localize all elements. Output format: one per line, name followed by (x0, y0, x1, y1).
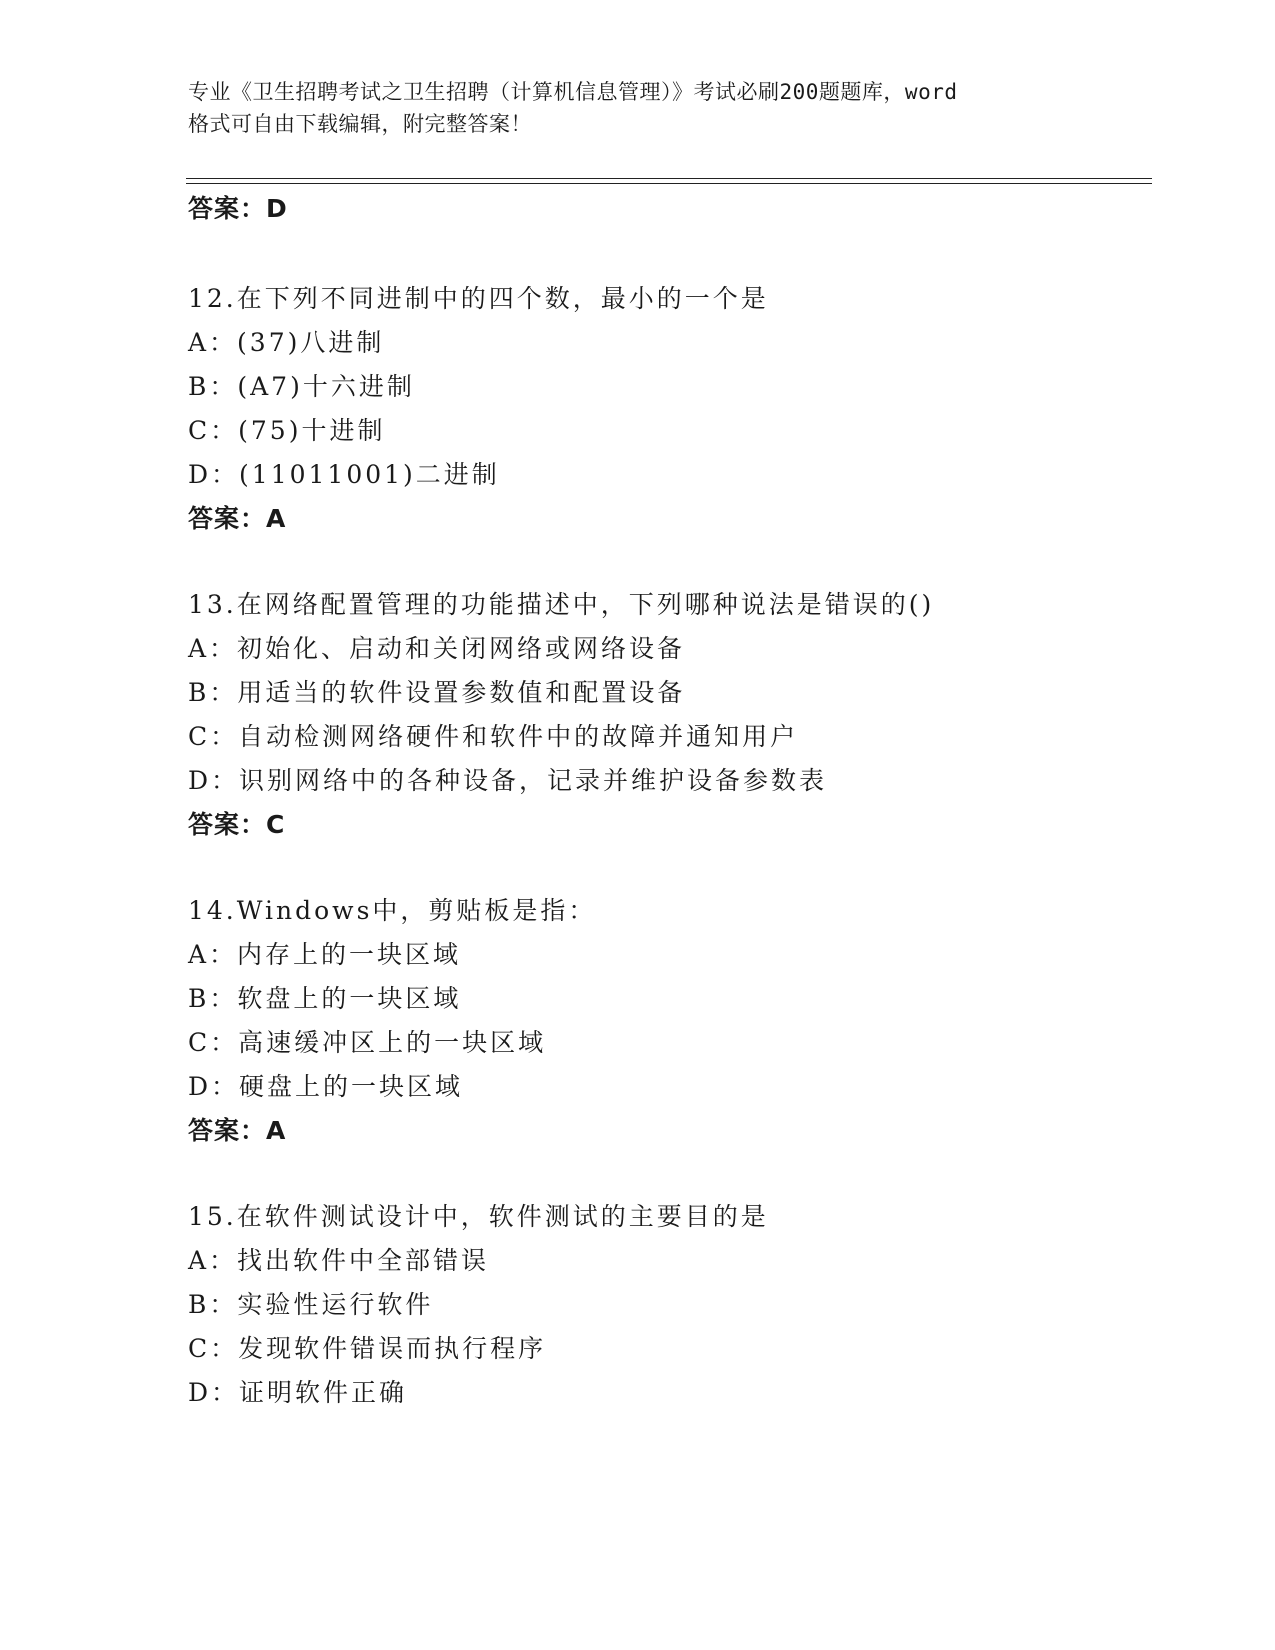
question-stem: 12.在下列不同进制中的四个数，最小的一个是 (188, 284, 769, 313)
question-stem: 13.在网络配置管理的功能描述中，下列哪种说法是错误的() (188, 590, 935, 619)
option-b: B：实验性运行软件 (188, 1290, 434, 1319)
option-c: C：高速缓冲区上的一块区域 (188, 1028, 547, 1057)
option-c: C：(75)十进制 (188, 416, 386, 445)
option-c: C：自动检测网络硬件和软件中的故障并通知用户 (188, 722, 799, 751)
option-d: D：硬盘上的一块区域 (188, 1072, 464, 1101)
option-c: C：发现软件错误而执行程序 (188, 1334, 547, 1363)
previous-answer: 答案：D (188, 194, 288, 223)
option-b: B：软盘上的一块区域 (188, 984, 462, 1013)
option-a: A：内存上的一块区域 (188, 940, 462, 969)
question-stem: 15.在软件测试设计中，软件测试的主要目的是 (188, 1202, 769, 1231)
option-d: D：识别网络中的各种设备，记录并维护设备参数表 (188, 766, 828, 795)
option-a: A：(37)八进制 (188, 328, 385, 357)
header-line-1: 专业《卫生招聘考试之卫生招聘（计算机信息管理）》考试必刷200题题库，word (188, 80, 958, 104)
option-a: A：初始化、启动和关闭网络或网络设备 (188, 634, 686, 663)
option-d: D：(11011001)二进制 (188, 460, 500, 489)
question-answer: 答案：A (188, 1116, 287, 1145)
question-answer: 答案：C (188, 810, 286, 839)
option-b: B：用适当的软件设置参数值和配置设备 (188, 678, 686, 707)
option-b: B：(A7)十六进制 (188, 372, 415, 401)
document-header (188, 76, 1088, 140)
header-rule-bottom (186, 183, 1152, 184)
option-a: A：找出软件中全部错误 (188, 1246, 490, 1275)
question-stem: 14.Windows中，剪贴板是指： (188, 896, 597, 925)
option-d: D：证明软件正确 (188, 1378, 408, 1407)
header-rule-top (186, 178, 1152, 179)
question-answer: 答案：A (188, 504, 287, 533)
header-line-2: 格式可自由下载编辑，附完整答案！ (188, 112, 532, 136)
